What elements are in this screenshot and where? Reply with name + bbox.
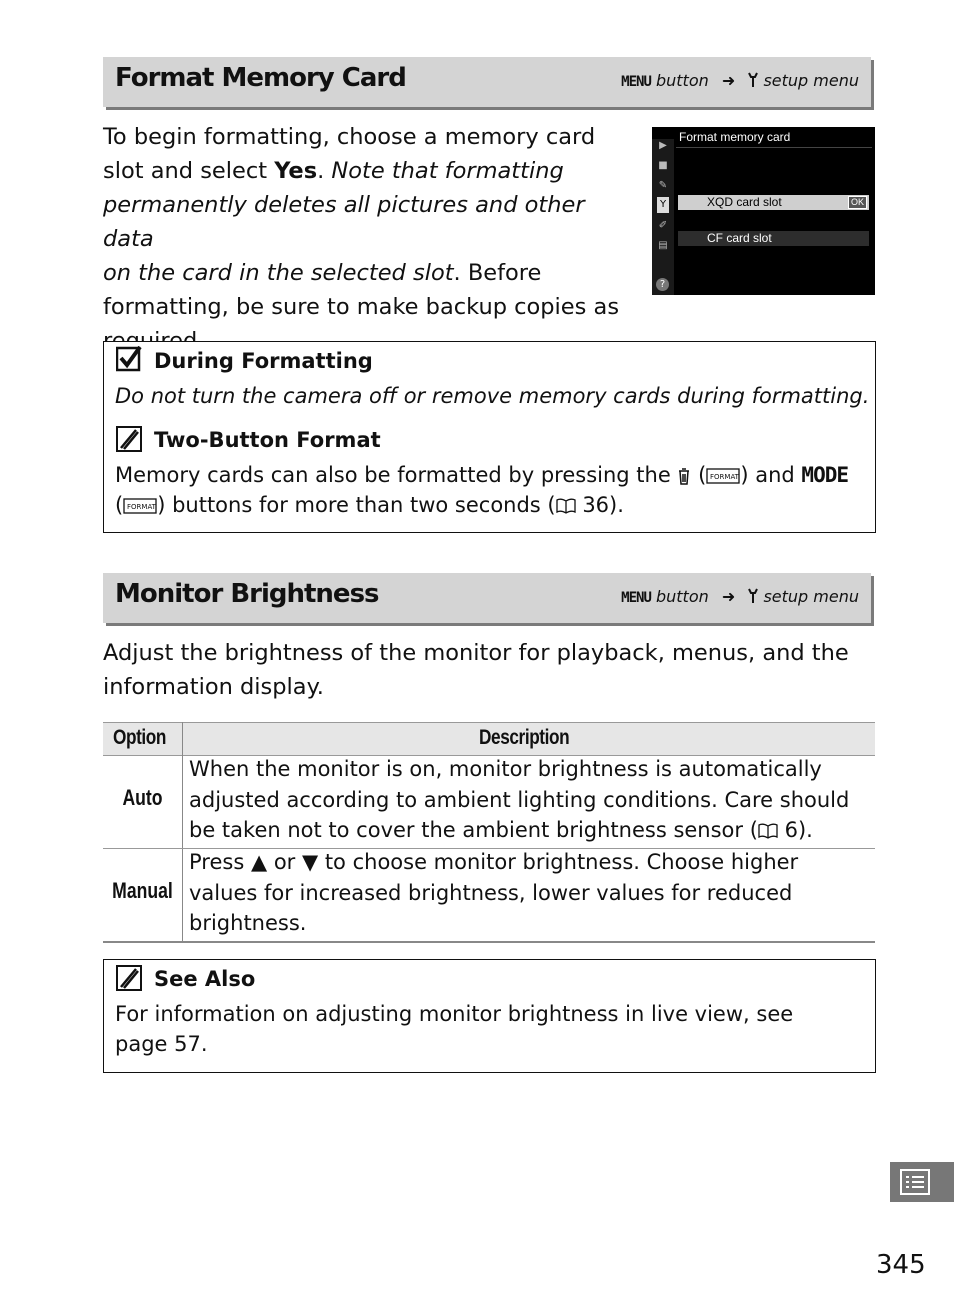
menu-list-icon xyxy=(900,1169,930,1195)
column-separator xyxy=(182,722,183,942)
setup-menu-icon: Y xyxy=(657,197,669,213)
format-intro-paragraph xyxy=(103,120,638,358)
paragraph-line xyxy=(103,256,638,290)
shooting-menu-icon: ■ xyxy=(658,160,668,171)
description-line xyxy=(189,847,869,878)
pencil-note-icon xyxy=(116,426,142,452)
svg-text:FORMAT: FORMAT xyxy=(127,503,157,511)
button-word: button xyxy=(655,71,709,90)
section-heading-monitor-brightness xyxy=(103,573,871,623)
see-also-box xyxy=(103,959,876,1073)
down-triangle-icon: ▼ xyxy=(301,850,319,874)
note-text-see-also xyxy=(115,999,793,1059)
pencil-note-icon xyxy=(116,965,142,991)
description-line: adjusted according to ambient lighting conditions. Care should xyxy=(189,787,850,812)
menu-button-label: MENU xyxy=(621,590,651,606)
camera-screen-title: Format memory card xyxy=(679,130,791,144)
paragraph-line xyxy=(103,154,638,188)
option-manual: Manual xyxy=(112,878,173,903)
text-run: Note that formatting xyxy=(331,158,564,184)
caution-check-icon xyxy=(116,346,142,372)
note-line: For information on adjusting monitor brightness in live view, see xyxy=(115,1002,794,1026)
column-header-description: Description xyxy=(479,726,570,749)
description-manual xyxy=(189,847,869,939)
text-run: on the card in the selected slot xyxy=(103,260,454,286)
column-header-option: Option xyxy=(113,726,167,749)
playback-menu-icon: ▶ xyxy=(659,140,667,151)
menu-guide-tab xyxy=(890,1162,954,1202)
paragraph-line: Adjust the brightness of the monitor for playback, menus, and the xyxy=(103,640,849,666)
camera-menu-screenshot xyxy=(652,127,875,295)
option-label: XQD card slot xyxy=(707,195,782,209)
book-reference-icon xyxy=(556,498,576,514)
camera-title-divider xyxy=(676,147,872,148)
menu-breadcrumb xyxy=(621,71,859,90)
paragraph-line: information display. xyxy=(103,674,324,700)
arrow-icon: ➜ xyxy=(721,71,736,90)
note-text-during-formatting: Do not turn the camera off or remove memory cards during formatting. xyxy=(115,384,870,408)
description-line xyxy=(189,815,869,846)
section-title: Format Memory Card xyxy=(115,63,406,93)
text-run: . Before xyxy=(453,260,542,286)
note-title-during-formatting: During Formatting xyxy=(154,349,373,373)
paragraph-line: permanently deletes all pictures and other data xyxy=(103,192,585,252)
paragraph-line: formatting, be sure to make backup copies as xyxy=(103,294,620,320)
svg-text:FORMAT: FORMAT xyxy=(710,473,740,481)
wrench-icon xyxy=(748,72,758,88)
menu-breadcrumb xyxy=(621,587,859,606)
page-number: 345 xyxy=(876,1250,926,1280)
button-word: button xyxy=(655,587,709,606)
table-header-row xyxy=(103,722,875,756)
text-run: . xyxy=(317,158,332,184)
table-bottom-rule xyxy=(103,941,875,943)
text-run: and xyxy=(755,463,795,487)
format-icon xyxy=(706,468,740,484)
menu-name: setup menu xyxy=(763,71,859,90)
description-auto xyxy=(189,754,869,846)
help-icon: ? xyxy=(656,278,669,291)
trash-icon xyxy=(677,467,691,485)
menu-button-label: MENU xyxy=(621,74,651,90)
note-line: Memory cards can also be formatted by pressing the ( FORMAT ) and MODE xyxy=(115,463,848,487)
note-line: page 57. xyxy=(115,1032,208,1056)
note-title-see-also: See Also xyxy=(154,967,256,991)
page-reference: 36). xyxy=(582,493,624,517)
text-run: slot and select xyxy=(103,158,275,184)
description-line: When the monitor is on, monitor brightness is automatically xyxy=(189,757,822,781)
paragraph-line: To begin formatting, choose a memory card xyxy=(103,124,596,150)
book-reference-icon xyxy=(758,823,778,839)
cf-card-slot-option xyxy=(678,231,869,246)
note-text-two-button-format xyxy=(115,460,865,520)
xqd-card-slot-option xyxy=(678,195,869,210)
ok-icon: OK xyxy=(848,196,867,209)
formatting-notes-box xyxy=(103,341,876,533)
text-run: Press xyxy=(189,850,245,874)
text-run: buttons for more than two seconds ( xyxy=(172,493,556,517)
option-label: CF card slot xyxy=(707,231,772,245)
page-reference: 6). xyxy=(784,818,813,842)
section-title: Monitor Brightness xyxy=(115,579,379,609)
format-icon xyxy=(123,498,157,514)
description-line: values for increased brightness, lower values for reduced xyxy=(189,880,793,905)
text-run: be taken not to cover the ambient brightness sensor ( xyxy=(189,818,758,842)
text-run: Memory cards can also be formatted by pressing the xyxy=(115,463,671,487)
option-auto: Auto xyxy=(122,785,163,810)
note-line: ( FORMAT ) buttons for more than two seconds ( 36). xyxy=(115,493,624,517)
text-run: to choose monitor brightness. Choose higher xyxy=(324,850,799,874)
mode-button-label: MODE xyxy=(801,463,848,487)
yes-option-text: Yes xyxy=(274,158,318,184)
retouch-menu-icon: ✐ xyxy=(658,220,668,231)
my-menu-icon: ▤ xyxy=(658,240,668,251)
note-title-two-button-format: Two-Button Format xyxy=(154,428,381,452)
custom-settings-icon: ✎ xyxy=(658,180,668,191)
section-heading-format-memory-card xyxy=(103,57,871,107)
monitor-brightness-intro xyxy=(103,636,883,704)
text-run: or xyxy=(273,850,296,874)
description-line: brightness. xyxy=(189,911,307,935)
menu-name: setup menu xyxy=(763,587,859,606)
wrench-icon xyxy=(748,588,758,604)
arrow-icon: ➜ xyxy=(721,587,736,606)
up-triangle-icon: ▲ xyxy=(250,850,268,874)
